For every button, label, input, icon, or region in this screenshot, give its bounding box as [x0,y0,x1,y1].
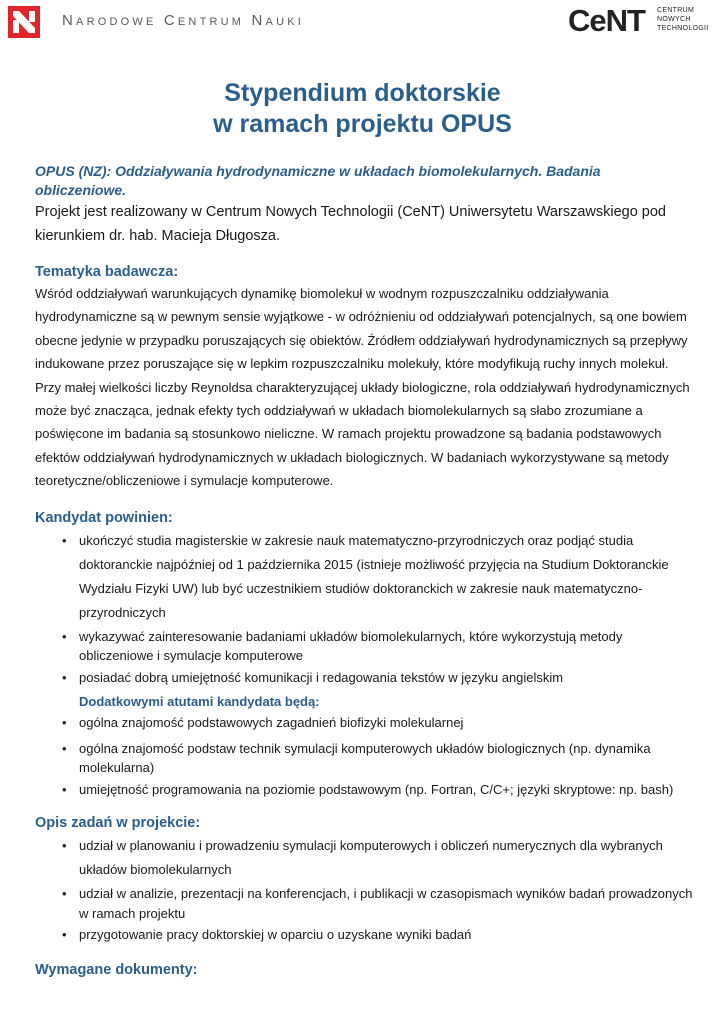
list-item [79,739,695,778]
list-item-text: ukończyć studia magisterskie w zakresie nauk matematyczno-przyrodniczych oraz podjąć studia doktoranckie najpóźniej od 1 października 2015 (istnieje możliwość przyjęcia na Studium Doktoranckie Wydziału Fizyki UW) lub być uczestnikiem studiów doktoranckich w zakresie nauk matematyczno-przyrodniczych [79,532,669,620]
ncn-org-name [62,12,304,29]
page-header [0,0,725,50]
tematyka-text: Wśród oddziaływań warunkujących dynamikę biomolekuł w wodnym rozpuszczalniku oddziaływania hydrodynamiczne są w pewnym sensie wyjątkowe - w odróżnieniu od oddziaływań potencjalnych, są one bowiem obecne jedynie w przypadku poruszających się obiektów. Źródłem oddziaływań hydrodynamicznych są przepływy indukowane przez poruszające się w lepkim rozpuszczalniku molekuły, które modyfikują ruchy innych molekuł. Przy małej wielkości liczby Reynoldsa charakteryzującej układy biologiczne, rola oddziaływań hydrodynamicznych może być znacząca, jednak efekty tych oddziaływań w układach biomolekularnych są słabo zrozumiane a poświęcone im badania są stosunkowo nieliczne. W ramach projektu prowadzone są badania podstawowych efektów oddziaływań hydrodynamicznych w układach biologicznych. W badaniach wykorzystywane są metody teoretyczne/obliczeniowe i symulacje komputerowe. [35,286,690,489]
list-item [79,529,695,625]
project-intro: Projekt jest realizowany w Centrum Nowych Technologii (CeNT) Uniwersytetu Warszawskiego pod kierunkiem dr. hab. Macieja Długosza. [35,204,666,244]
list-item-text: wykazywać zainteresowanie badaniami układów biomolekularnych, które wykorzystują metody obliczeniowe i symulacje komputerowe [79,628,623,664]
kandydat-heading: Kandydat powinien: [35,509,173,526]
list-item [79,884,695,923]
wymagane-heading: Wymagane dokumenty: [35,961,198,978]
list-item [79,834,695,882]
list-item [79,668,695,688]
list-item [79,713,695,733]
cent-sub-line-3: TECHNOLOGII [657,25,709,32]
list-item-text: ogólna znajomość podstawowych zagadnień biofizyki molekularnej [79,715,464,731]
ncn-org-name-text: Narodowe Centrum Nauki [62,12,305,29]
list-item-text: udział w analizie, prezentacji na konferencjach, i publikacji w czasopismach wyników badań prowadzonych w ramach projektu [79,886,693,921]
cent-logo [568,3,645,39]
list-item-text: udział w planowaniu i prowadzeniu symulacji komputerowych i obliczeń numerycznych dla wybranych układów biomolekularnych [79,838,663,878]
cent-sub-line-1: CENTRUM [657,7,695,14]
list-item-text: posiadać dobrą umiejętność komunikacji i redagowania tekstów w języku angielskim [79,669,564,685]
opis-heading: Opis zadań w projekcie: [35,815,201,832]
kandydat-subheading: Dodatkowymi atutami kandydata będą: [79,694,320,710]
kandydat-extra-list [35,713,695,799]
opis-list [35,834,695,945]
document-body [35,162,695,979]
page-title-line-2: w ramach projektu OPUS [213,110,512,138]
list-item-text: przygotowanie pracy doktorskiej w oparciu o uzyskane wyniki badań [79,927,472,943]
cent-sub-line-2: NOWYCH [657,16,691,23]
page-title [0,78,725,140]
list-item [79,925,695,945]
list-item [79,627,695,666]
page-title-line-1: Stypendium doktorskie [224,79,501,107]
cent-logo-mark: CeNT [568,3,645,38]
list-item-text: umiejętność programowania na poziomie podstawowym (np. Fortran, C/C+; języki skryptowe: np. bash) [79,781,674,797]
cent-logo-subtitle [657,6,709,33]
tematyka-heading: Tematyka badawcza: [35,264,179,280]
list-item-text: ogólna znajomość podstaw technik symulacji komputerowych układów biologicznych (np. dynamika molekularna) [79,740,651,776]
ncn-logo-icon [8,6,40,38]
list-item [79,780,695,800]
kandydat-list [35,529,695,688]
project-title: OPUS (NZ): Oddziaływania hydrodynamiczne w układach biomolekularnych. Badania obliczeniowe. [35,163,601,198]
